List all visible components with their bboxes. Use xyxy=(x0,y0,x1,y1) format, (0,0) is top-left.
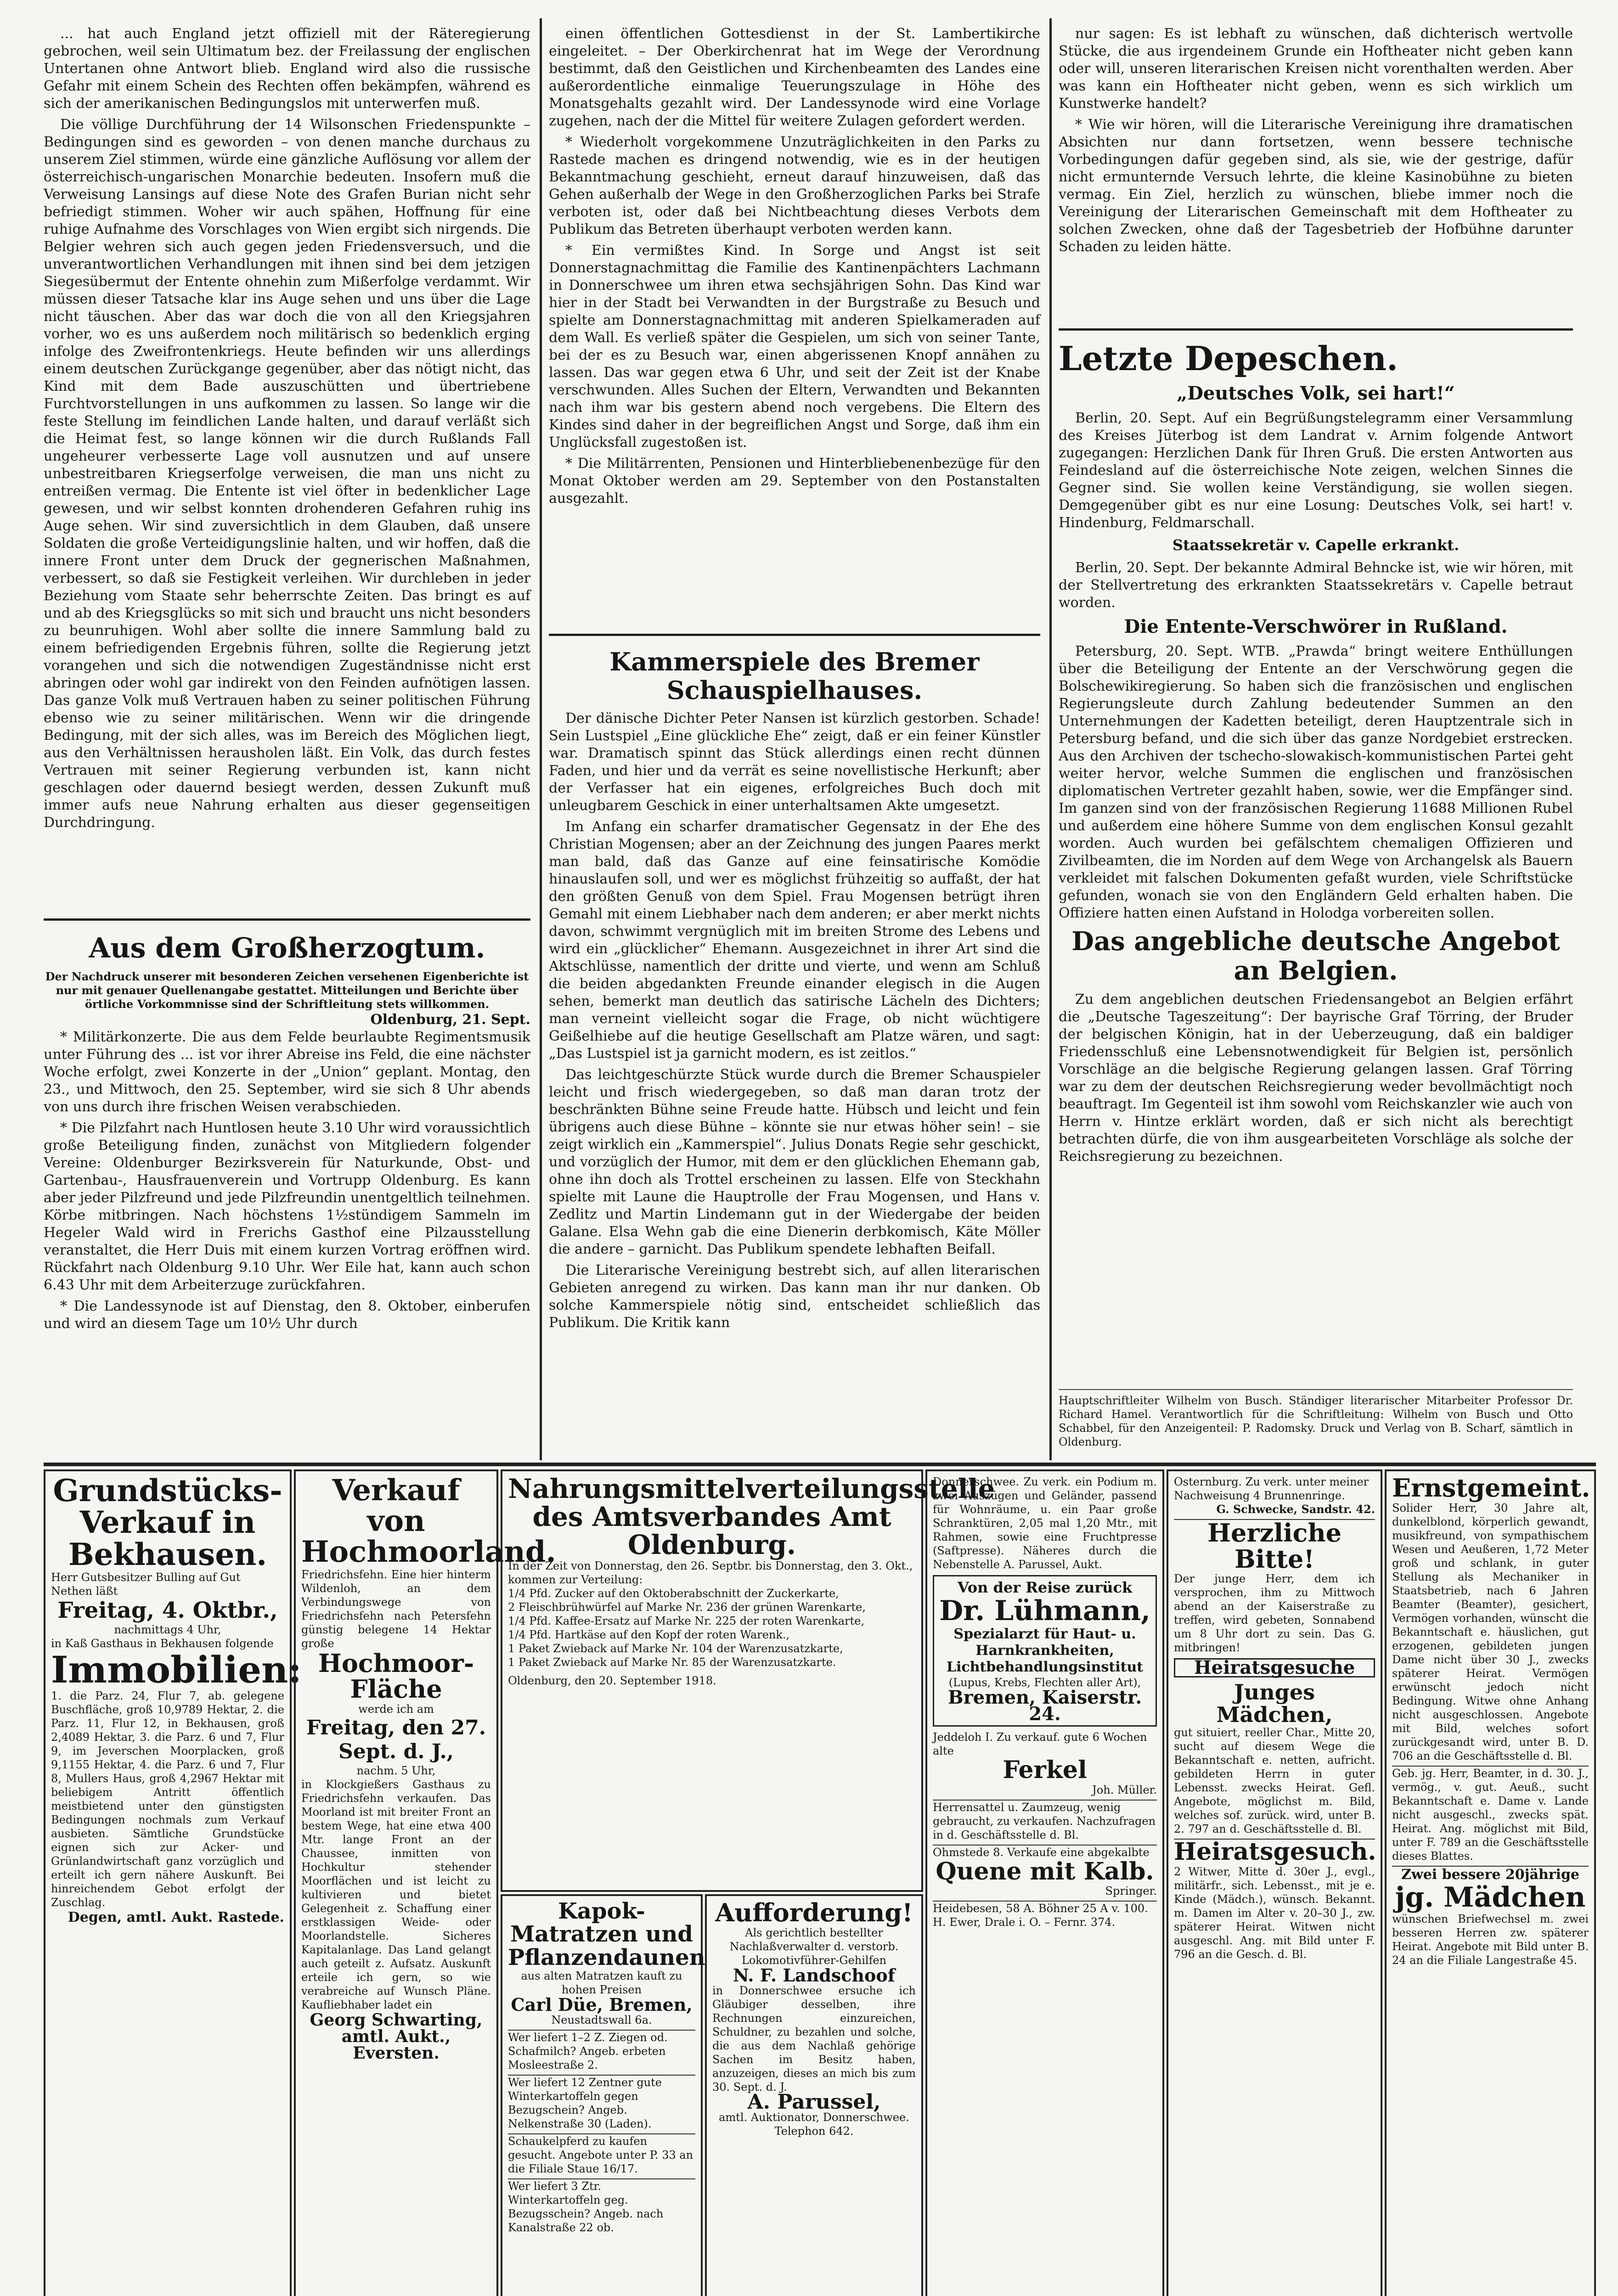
ad-body: wünschen Briefwechsel m. zwei besseren Herren zw. späterer Heirat. Angebote mit Bild unter B. 24 an die Filiale Langestraße 45. xyxy=(1392,1912,1589,1967)
news-item: * Militärkonzerte. Die aus dem Felde beurlaubte Regimentsmusik unter Führung des ... ist vor ihrer Abreise ins Feld, die eine nächster Woche erfolgt, zwei Konzerte in der „Union“ geplant. Montag, den 23., und Mittwoch, den 25. September, wird sie sich 8 Uhr abends von uns durch ihre frischen Weisen verabschieden. xyxy=(44,1029,530,1115)
small-ad: Schaukelpferd zu kaufen gesucht. Angebote unter P. 33 an die Filiale Staue 16/17. xyxy=(508,2133,695,2176)
article-paragraph: nur sagen: Es ist lebhaft zu wünschen, daß dichterisch wertvolle Stücke, die aus irgendeinem Grunde ein Hoftheater nicht geben kann oder will, unseren literarischen Kreisen nicht vorenthalten werden. Aber was kann ein Hoftheater nicht geben, wenn es sich wirklich um Kunstwerke handelt? xyxy=(1059,26,1573,112)
reprint-note: Der Nachdruck unserer mit besonderen Zeichen versehenen Eigenberichte ist nur mit genauer Quellenangabe gestattet. Mitteilungen und Berichte über örtliche Vorkommnisse sind der Schriftleitung stets willkommen. xyxy=(45,970,529,1011)
letzte-depeschen-section xyxy=(1059,335,1573,1387)
dispatch: Berlin, 20. Sept. Der bekannte Admiral Behncke ist, wie wir hören, mit der Stellvertretung des erkrankten Staatssekretärs v. Capelle betraut worden. xyxy=(1059,560,1573,611)
section-title: Kammerspiele des Bremer Schauspielhauses. xyxy=(609,647,980,705)
ad-address: Neustadtswall 6a. xyxy=(551,2014,652,2027)
column-rule xyxy=(540,18,542,1460)
news-item: * Die Landessynode ist auf Dienstag, den 8. Oktober, einberufen und wird an diesem Tage um 10½ Uhr durch xyxy=(44,1298,530,1332)
ad-title: Nahrungsmittelverteilungsstelle des Amtsverbandes Amt Oldenburg. xyxy=(508,1473,995,1560)
ad-headline: jg. Mädchen xyxy=(1395,1881,1586,1913)
small-ad: Wer liefert 3 Ztr. Winterkartoffeln geg. Bezugsschein? Angeb. nach Kanalstraße 22 ob. xyxy=(508,2178,695,2234)
article-paragraph: einen öffentlichen Gottesdienst in der St. Lambertikirche eingeleitet. – Der Oberkirchenrat hat im Wege der Verordnung bestimmt, daß den Geistlichen und Kirchenbeamten des Landes eine außerordentliche einmalige Teuerungszulage in Höhe des Monatsgehalts gezahlt wird. Der Landessynode wird eine Vorlage zugehen, nach der die Mittel für weitere Zulagen gefordert werden. xyxy=(549,26,1040,129)
imprint xyxy=(1059,1394,1573,1458)
ad-institute: Lichtbehandlungsinstitut xyxy=(946,1659,1144,1675)
ad-signature: A. Parussel, xyxy=(747,2090,881,2114)
ad-column-lühmann xyxy=(925,1469,1164,2296)
article-paragraph: * Die Militärrenten, Pensionen und Hinterbliebenenbezüge für den Monat Oktober werden am 29. September von den Postanstalten ausgezahlt. xyxy=(549,456,1040,506)
ad-name: Carl Düe, Bremen, xyxy=(511,1994,693,2015)
ad-title: Verkauf von Hochmoorland. xyxy=(301,1473,556,1570)
dispatch: Berlin, 20. Sept. Auf ein Begrüßungstelegramm einer Versammlung des Kreises Jüterbog ist dem Landrat v. Arnim folgende Antwort zugegangen: Herzlichen Dank für Ihren Gruß. Die ersten Antworten aus Feindesland auf die österreichische Note zeigen, welchen Sinnes die Gegner sind. Sie wollen keine Verständigung, sie wollen siegen. Demgegenüber gibt es nur eine Losung: Deutsches Volk, sei hart! v. Hindenburg, Feldmarschall. xyxy=(1059,410,1573,531)
ad-items: 1. die Parz. 24, Flur 7, ab. gelegene Buschfläche, groß 10,9789 Hektar, 2. die Parz. 11, Flur 12, in Bekhausen, groß 2,4089 Hektar, 3. die Parz. 6 und 7, Flur 9, im Jeverschen Moorplacken, groß 9,1155 Hektar, 4. die Parz. 6 und 7, Flur 8, Mullers Haus, groß 4,2967 Hektar mit beliebigem Antritt öffentlich meistbietend unter den günstigsten Bedingungen nochmals zum Verkauf ausbieten. Sämtliche Grundstücke eignen sich zur Acker- und Grünlandwirtschaft ganz vorzüglich und erteilt ich gern nähere Auskunft. Bei hinreichendem Gebot erfolgt der Zuschlag. xyxy=(51,1689,284,1909)
ad-specialty: Spezialarzt für Haut- u. Harnkrankheiten, xyxy=(953,1626,1136,1659)
subheading: Staatssekretär v. Capelle erkrankt. xyxy=(1172,536,1460,554)
ad-time: nachmittags 4 Uhr, xyxy=(114,1623,221,1636)
subheading: „Deutsches Volk, sei hart!“ xyxy=(1177,383,1455,404)
ad-body: Friedrichsfehn. Eine hier hinterm Wildenloh, an dem Verbindungswege von Friedrichsfehn nach Petersfehn günstig belegene 14 Hektar große xyxy=(301,1568,491,1650)
imprint-rule xyxy=(1059,1389,1573,1390)
article-paragraph: Die völlige Durchführung der 14 Wilsonschen Friedenspunkte – Bedingungen sind es geworden – von denen manche durchaus zu unserem Ziel stimmen, würde eine gänzliche Auflösung vor allem der österreichisch-ungarischen Monarchie bedeuten. Insofern muß die Verweisung Lansings auf diese Note des Grafen Burian nicht sehr befriedigt stimmen. Woher wir auch spähen, Hoffnung für eine ruhige Aufnahme des Vorschlages von Wien ergibt sich nirgends. Die Belgier wehren sich auch gegen jeden Friedensversuch, und die unverantwortlichen Verhandlungen mit ihnen sind bei dem jetzigen Siegesübermut der Entente ohnehin zum Mißerfolge verdammt. Wir müssen dieser Tatsache klar ins Auge sehen und uns über die Lage nicht täuschen. Aber das war doch die von all den Kriegsjahren vorher, wo es uns außerdem noch militärisch so bedenklich erging infolge des Zweifrontenkriegs. Heute befinden wir uns allerdings einem deutschen Zurückgange gegenüber, aber das nötigt nicht, das Kind mit dem Bade auszuschütten und übertriebene Furchtvorstellungen in uns aufkommen zu lassen. So lange wir die feste Stellung im feindlichen Lande halten, und darauf verläßt sich die Heimat fest, so lange können wir die durch Rußlands Fall ungeheurer verbesserte Lage voll ausnutzen und auf unsere unbestreitbaren Kriegserfolge verweisen, die man uns nicht zu entreißen vermag. Die Entente ist viel öfter in bedenklicher Lage gewesen, und wir selbst konnten drohenderen Gefahren ruhig ins Auge sehen. Wir sind zuversichtlich in dem Glauben, daß unsere Soldaten die große Verteidigungslinie halten, und wir hoffen, daß die innere Front unter dem Druck der gegnerischen Maßnahmen, verbessert, so daß sie Festigkeit verleihen. Wir durchleben in jeder Beziehung vom Staate sehr beherrschte Zeiten. Das bringt es auf und ab des Kriegsglücks so mit sich und braucht uns nicht besonders zu beunruhigen. Wohl aber sollte die innere Sammlung bald zu einem befriedigenden Ergebnis führen, sollte die Regierung jetzt vorangehen und sich die notwendigen Zugeständnisse nicht erst abringen oder wohl gar indirekt von den Feinden aufnötigen lassen. Das ganze Volk muß Vertrauen haben zu seiner politischen Führung ebenso wie zu seiner militärischen. Wenn wir die dringende Bedingung, mit der sich alles, was im Bereich des Möglichen liegt, aus den Verhältnissen herausholen läßt. Ein Volk, das durch festes Vertrauen mit seiner Regierung verbunden ist, kann nicht geschlagen oder dauernd besiegt werden, dessen Zukunft muß immer aufs neue Nahrung erhalten aus dieser gegenseitigen Durchdringung. xyxy=(44,117,530,831)
article-paragraph: * Wiederholt vorgekommene Unzuträglichkeiten in den Parks zu Rastede machen es dringend notwendig, wie es in der heutigen Bekanntmachung geschieht, erneut darauf hinzuweisen, daß das Gehen außerhalb der Wege in den Großherzoglichen Parks bei Strafe verboten ist, oder daß bei Nichtbeachtung dieses Verbots dem Publikum das Betreten überhaupt verboten werden kann. xyxy=(549,134,1040,237)
column-3 xyxy=(1059,25,1573,338)
subheading: Das angebliche deutsche Angebot an Belgien. xyxy=(1071,926,1560,986)
review-paragraph: Im Anfang ein scharfer dramatischer Gegensatz in der Ehe des Christian Mogensen; aber an der Zeichnung des jungen Paares merkt man bald, daß das Ganze auf eine feinsatirische Komödie hinauslaufen soll, und wer es möglichst frühzeitig so auffaßt, der hat den größten Genuß von dem Spiel. Frau Mogensen betrügt ihren Gemahl mit einem Liebhaber nach dem anderen; er aber merkt nichts davon, schwimmt vergnüglich mit im breiten Strome des Lebens und wird ein „glücklicher“ Ehemann. Ausgezeichnet in ihrer Art sind die Aktschlüsse, namentlich der dritte und vierte, und wenn am Schluß die beiden abgedankten Freunde einander elegisch in die Augen sehen, bemerkt man deutlich das satirische Lächeln des Dichters; man verneint vielleicht sogar die Frage, ob nicht wüchtigere Geißelhiebe auf die heutige Gesellschaft am Platze wären, und sagt: „Das Lustspiel ist ja garnicht modern, es ist zeitlos.“ xyxy=(549,819,1040,1062)
ad-date: Freitag, 4. Oktbr., xyxy=(57,1597,278,1623)
subheading: Die Entente-Verschwörer in Rußland. xyxy=(1124,616,1508,637)
small-ad: Donnerschwee. Zu verk. ein Podium m. zwei Auszügen und Geländer, passend für Wohnräume, u. ein Paar große Schranktüren, 2,05 mal 1,20 Mtr., mit Rahmen, sowie eine Fruchtpresse (Saftpresse). Näheres durch die Nebenstelle A. Parussel, Aukt. xyxy=(933,1475,1157,1571)
ad-headline: Quene mit Kalb. xyxy=(936,1857,1154,1885)
ad-headline: Junges Mädchen, xyxy=(1216,1680,1333,1727)
ad-title: Ernstgemeint. xyxy=(1392,1473,1590,1503)
ad-signature-detail: amtl. Auktionator, Donnerschwee. Telephon 642. xyxy=(719,2110,909,2138)
small-ad: Ohmstede 8. Verkaufe eine abgekalbte xyxy=(933,1845,1157,1859)
section-heading: Heiratsgesuche xyxy=(1174,1658,1375,1677)
ad-body: Zwei bessere 20jährige xyxy=(1392,1866,1589,1883)
section-rule xyxy=(44,918,530,921)
ad-signature: Degen, amtl. Aukt. Rastede. xyxy=(68,1909,284,1925)
section-rule xyxy=(1059,328,1573,331)
ad-item: 1 Paket Zwieback auf Marke Nr. 104 der Warenzusatzkarte, xyxy=(508,1642,843,1655)
ad-body: Der junge Herr, dem ich versprochen, ihm zu Mittwoch abend an der Kaiserstraße zu treffen, wird gebeten, Sonnabend um 8 Uhr dort zu sein. Das G. mitbringen! xyxy=(1174,1572,1375,1654)
column-2 xyxy=(549,25,1040,622)
column-rule xyxy=(1049,18,1052,1460)
ad-body: Als gerichtlich bestellter Nachlaßverwalter d. verstorb. Lokomotivführer-Gehilfen xyxy=(729,1926,899,1967)
ad-body: in Klockgießers Gasthaus zu Friedrichsfehn verkaufen. Das Moorland ist mit breiter Front an bestem Wege, hat eine etwa 400 Mtr. lange Front an der Chaussee, inmitten von Hochkultur stehender Moorflächen und ist leicht zu kultivieren und bietet Gelegenheit z. Schaffung einer erstklassigen Weide- oder Moorlandstelle. Sicheres Kapitalanlage. Das Land gelangt auch geteilt z. Aufsatz. Auskunft erteile ich gern, so wie verabreiche auf Wunsch Pläne. Kaufliebhaber ladet ein xyxy=(301,1778,491,2011)
ad-body: aus alten Matratzen kauft zu hohen Preisen xyxy=(521,1970,682,1997)
ad-item: 1/4 Pfd. Zucker auf den Oktoberabschnitt der Zuckerkarte, xyxy=(508,1587,839,1600)
ad-date: Oldenburg, den 20. September 1918. xyxy=(508,1674,716,1687)
ad-date: Freitag, den 27. Sept. d. J., xyxy=(306,1716,486,1763)
article-paragraph: * Ein vermißtes Kind. In Sorge und Angst ist seit Donnerstagnachmittag die Familie des Kantinenpächters Lachmann in Donnerschwee um ihren etwa sechsjährigen Sohn. Das Kind war hier in der Stadt bei Verwandten in der Burgstraße zu Besuch und spielte am Donnerstagnachmittag mit anderen Spielkameraden auf dem Wall. Es verließ später die Gespielen, um sich von seiner Tante, bei der es zu Besuch war, einen abgerissenen Knopf annähen zu lassen. Das war gegen etwa 6 Uhr, und seit der Zeit ist der Knabe verschwunden. Alles Suchen der Eltern, Verwandten und Bekannten nach ihm war bis gestern abend noch vergebens. Die Eltern des Kindes sind daher in der begreiflichen Angst und Sorge, daß ihm ein Unglücksfall zugestoßen ist. xyxy=(549,242,1040,450)
ad-title: Aufforderung! xyxy=(715,1898,913,1927)
ad-grundstuecksverkauf xyxy=(44,1469,302,2296)
ad-intro: In der Zeit von Donnerstag, den 26. Septbr. bis Donnerstag, den 3. Okt., kommen zur Verteilung: xyxy=(508,1559,913,1586)
news-item: * Die Pilzfahrt nach Huntlosen heute 3.10 Uhr wird voraussichtlich große Beteiligung finden, zunächst von Mitgliedern folgender Vereine: Oldenburger Bezirksverein für Naturkunde, Obst- und Gartenbau-, Hausfrauenverein und Vortrupp Oldenburg. Es kann aber jeder Pilzfreund und jede Pilzfreundin unentgeltlich teilnehmen. Körbe mitbringen. Nach höchstens 1½stündigem Sammeln im Hegeler Wald wird in Frerichs Gasthof eine Pilzausstellung veranstaltet, die Herr Duis mit einem kurzen Vortrag eröffnen wird. Rückfahrt nach Oldenburg 9.10 Uhr. Wer Eile hat, kann auch schon 6.43 Uhr mit dem Arbeiterzuge zurückfahren. xyxy=(44,1120,530,1293)
grossherzogtum-section xyxy=(44,928,530,1456)
ad-item: 1/4 Pfd. Kaffee-Ersatz auf Marke Nr. 225 der roten Warenkarte, xyxy=(508,1614,865,1627)
ad-institute-detail: (Lupus, Krebs, Flechten aller Art), xyxy=(948,1676,1141,1689)
small-ad: Herrensattel u. Zaumzeug, wenig gebraucht, zu verkaufen. Nachzufragen in d. Geschäftsstelle d. Bl. xyxy=(933,1800,1157,1842)
ad-time: nachm. 5 Uhr, xyxy=(356,1764,436,1777)
dispatch: Zu dem angeblichen deutschen Friedensangebot an Belgien erfährt die „Deutsche Tageszeitung“: Der bayrische Graf Törring, der Bruder der belgischen Königin, hat in der Ueberzeugung, daß ein baldiger Friedensschluß eine Lebensnotwendigkeit für Belgien ist, persönlich Vorschläge an die belgische Regierung gelangen lassen. Graf Törring war zu dem der deutschen Reichsregierung weder bevollmächtigt noch beauftragt. Im Gegenteil ist ihm sowohl vom Reichskanzler wie auch von Herrn v. Hintze erklärt worden, daß er sich nicht als berechtigt betrachten dürfe, die von ihm ausgearbeiteten Vorschläge als solche der Reichsregierung zu bezeichnen. xyxy=(1059,991,1573,1165)
ad-nahrungsmittel xyxy=(501,1469,995,1892)
small-ad: Wer liefert 1–2 Z. Ziegen od. Schafmilch? Angeb. erbeten Mosleestraße 2. xyxy=(508,2030,695,2072)
dispatch: Petersburg, 20. Sept. WTB. „Prawda“ bringt weitere Enthüllungen über die Beteiligung der Entente an der Verschwörung gegen die Bolschewikiregierung. So haben sich die französischen und englischen Regierungsleute durch Zahlung bedeutender Summen an den Unternehmungen der Kadetten beteiligt, deren Hauptzentrale sich in Petersburg befand, und die sich über das ganze Nordgebiet erstrecken. Aus den Archiven der tschecho-slowakisch-kommunistischen Partei geht weiter hervor, welche Summen die englischen und französischen diplomatischen Vertreter gezahlt haben, sowie, wer die Empfänger sind. Im ganzen sind von der französischen Regierung 11688 Millionen Rubel und außerdem eine höhere Summe von dem englischen Konsul gezahlt worden. Auch wurden bei gefälschtem chemaligen Offizieren und Zivilbeamten, die im Norden auf dem Wege von Archangelsk als Bauern verkleidet mit falschen Dokumenten gefaßt wurden, viele Schriftstücke gefunden, wonach sie von den Engländern Geld erhalten haben. Die Offiziere hatten einen Aufstand in Holodga vorbereiten sollen. xyxy=(1059,643,1573,921)
ad-headline: Immobilien: xyxy=(51,1648,302,1691)
small-ad: Geb. jg. Herr, Beamter, in d. 30. J., vermög., v. gut. Aeuß., sucht Bekanntschaft e. Dame v. Lande nicht ausgeschl., zwecks spät. Heirat. Ang. möglichst mit Bild, unter F. 789 an die Geschäftsstelle dieses Blattes. xyxy=(1392,1766,1589,1863)
ad-body: Solider Herr, 30 Jahre alt, dunkelblond, körperlich gewandt, musikfreund, von sympathischem Wesen und Aeußeren, 1,72 Meter groß und schlank, in guter Stellung als Mechaniker in Staatsbetrieb, nach 6 Jahren Beamter (Beamter), gesichert, Vermögen vorhanden, wünscht die Bekanntschaft e. häuslichen, gut erzogenen, gebildeten jungen Dame nicht über 30 J., zwecks späterer Heirat. Vermögen erwünscht jedoch nicht Bedingung. Witwe ohne Anhang nicht ausgeschlossen. Angebote mit Bild, welches sofort zurückgesandt wird, unter B. D. 706 an die Geschäftsstelle d. Bl. xyxy=(1392,1501,1589,1762)
ad-item: 2 Fleischbrühwürfel auf Marke Nr. 236 der grünen Warenkarte, xyxy=(508,1600,866,1614)
ad-item: 1 Paket Zwieback auf Marke Nr. 85 der Warenzusatzkarte. xyxy=(508,1655,836,1669)
ad-title: Herzliche Bitte! xyxy=(1174,1519,1375,1572)
ad-headline: Heiratsgesuch. xyxy=(1174,1837,1376,1866)
ads-top-rule xyxy=(44,1463,1596,1466)
ad-name: Dr. Lühmann, xyxy=(939,1595,1150,1627)
section-rule xyxy=(549,634,1040,636)
ad-title: Von der Reise zurück xyxy=(957,1579,1133,1596)
ad-headline: Hochmoor-Fläche xyxy=(318,1648,474,1704)
ad-body: Herr Gutsbesitzer Bulling auf Gut Nethen läßt xyxy=(51,1570,241,1598)
article-paragraph: * Wie wir hören, will die Literarische Vereinigung ihre dramatischen Absichten nur dann fortsetzen, wenn bessere technische Vorbedingungen dafür gegeben sind, als sie, wie der gestrige, dafür nicht ermunternde Versuch lehrte, die kleine Kasinobühne zu bieten vermag. Ein Ziel, herzlich zu wünschen, bliebe immer noch die Vereinigung der Literarischen Gemeinschaft mit dem Hoftheater zu solchen Zwecken, ohne daß der Tagesbetrieb der Hofbühne darunter Schaden zu leiden hätte. xyxy=(1059,117,1573,255)
ad-body: gut situiert, reeller Char., Mitte 20, sucht auf diesem Wege die Bekanntschaft e. netten, aufricht. gebildeten Herrn in guter Lebensst. zwecks Heirat. Gefl. Angebote, möglichst m. Bild, welches sof. zurück. wird, unter B. 2. 797 an d. Geschäftsstelle d. Bl. xyxy=(1174,1726,1375,1835)
ad-title: Kapok-Matratzen und Pflanzendaunen xyxy=(508,1898,705,1970)
dateline: Oldenburg, 21. Sept. xyxy=(370,1012,530,1028)
ad-signature: G. Schwecke, Sandstr. 42. xyxy=(1216,1503,1375,1516)
ad-aufforderung xyxy=(705,1894,923,2296)
ad-body: in Donnerschwee ersuche ich Gläubiger desselben, ihre Rechnungen einzureichen, Schuldner, zu bezahlen und solche, die aus dem Nachlaß gehörige Sachen im Besitz haben, anzuzeigen, dieses an mich bis zum 30. Sept. d. J. xyxy=(712,1984,916,2093)
ad-name: N. F. Landschoof xyxy=(733,1964,896,1986)
review-paragraph: Die Literarische Vereinigung bestrebt sich, auf allen literarischen Gebieten anregend zu wirken. Das kann man ihr nur danken. Ob solche Kammerspiele nötig sind, entscheidet schließlich das Publikum. Die Kritik kann xyxy=(549,1262,1040,1331)
ad-column-heirat xyxy=(1167,1469,1382,2296)
small-ad: Wer liefert 12 Zentner gute Winterkartoffeln gegen Bezugschein? Angeb. Nelkenstraße 30 (Laden). xyxy=(508,2075,695,2131)
ad-hochmoorland xyxy=(294,1469,556,2296)
ad-body: werde ich am xyxy=(358,1702,434,1716)
ad-kapok-matratzen xyxy=(501,1894,703,2296)
ad-doctor-box xyxy=(933,1575,1157,1727)
review-paragraph: Das leichtgeschürzte Stück wurde durch die Bremer Schauspieler leicht und frisch wiedergegeben, so daß man daran trotz der beschränkten Bühne seine Freude hatte. Hübsch und leicht und fein übrigens auch diese Bühne – könnte sie nur etwas höher sein! – sie zeigt wirklich ein „Kammerspiel“. Julius Donats Regie sehr geschickt, und vorzüglich der Humor, mit dem er den glücklichen Ehemann gab, ohne ihn doch als Trottel erscheinen zu lassen. Elfe von Steckhahn spielte mit Laune die Hauptrolle der Frau Mogensen, und Hans v. Zedlitz und Martin Lindemann gut in der Wiedergabe der beiden Galane. Elsa Wehn gab die eine Dienerin derbkomisch, Käte Möller die andere – garnicht. Das Publikum spendete lebhaften Beifall. xyxy=(549,1067,1040,1257)
small-ad: Heidebesen, 58 A. Böhner 25 A v. 100. H. Ewer, Drale i. O. – Fernr. 374. xyxy=(933,1901,1157,1929)
ad-signature: Springer. xyxy=(1105,1885,1157,1898)
ad-signature: Georg Schwarting, amtl. Aukt., Eversten. xyxy=(310,2010,483,2063)
article-paragraph: ... hat auch England jetzt offiziell mit der Räteregierung gebrochen, weil sein Ultimatum bez. der Freilassung der englischen Untertanen ohne Antwort blieb. England wird also die russische Gefahr mit einem Schein des Rechten offen bekämpfen, während es sich der amerikanischen Bedingungslos mit unterwerfen muß. xyxy=(44,26,530,112)
review-paragraph: Der dänische Dichter Peter Nansen ist kürzlich gestorben. Schade! Sein Lustspiel „Eine glückliche Ehe“ zeigt, daß er ein feiner Künstler war. Dramatisch spinnt das Stück allerdings einen recht dünnen Faden, und hier und da verrät es seine novellistische Herkunft; aber der Verfasser hat ein eigenes, erfolgreiches Buch doch mit unleugbarem Geschick in einer unterhaltsamen Akte umgesetzt. xyxy=(549,710,1040,814)
section-title: Letzte Depeschen. xyxy=(1059,339,1398,378)
small-ad: Osternburg. Zu verk. unter meiner Nachweisung 4 Brunnenringe. xyxy=(1174,1475,1369,1502)
ad-item: 1/4 Pfd. Hartkäse auf den Kopf der roten Warenk., xyxy=(508,1628,790,1641)
ad-signature: Joh. Müller. xyxy=(1092,1783,1157,1796)
imprint-text: Hauptschriftleiter Wilhelm von Busch. Ständiger literarischer Mitarbeiter Professor Dr. Richard Hamel. Verantwortlich für die Schriftleitung: Wilhelm von Busch und Otto Schabbel, für den Anzeigenteil: P. Radomsky. Druck und Verlag von B. Scharf, sämtlich in Oldenburg. xyxy=(1059,1394,1573,1448)
ad-column-ernstgemeint xyxy=(1385,1469,1596,2296)
kammerspiele-section xyxy=(549,643,1040,1460)
ad-place: in Kaß Gasthaus in Bekhausen folgende xyxy=(51,1637,274,1650)
ad-title: Grundstücks-Verkauf in Bekhausen. xyxy=(53,1473,282,1572)
ad-address: Bremen, Kaiserstr. 24. xyxy=(947,1687,1142,1725)
section-title: Aus dem Großherzogtum. xyxy=(89,932,485,964)
ad-body: 2 Witwer, Mitte d. 30er J., evgl., militärfr., sich. Lebensst., mit je e. Kinde (Mädch.), wünsch. Bekannt. m. Damen im Alter v. 20–30 J., zw. späterer Heirat. Witwen nicht ausgeschl. Ang. mit Bild unter F. 796 an die Gesch. d. Bl. xyxy=(1174,1865,1375,1961)
small-ad: Jeddeloh I. Zu verkauf. gute 6 Wochen alte xyxy=(933,1731,1147,1757)
ad-headline: Ferkel xyxy=(1003,1756,1087,1784)
